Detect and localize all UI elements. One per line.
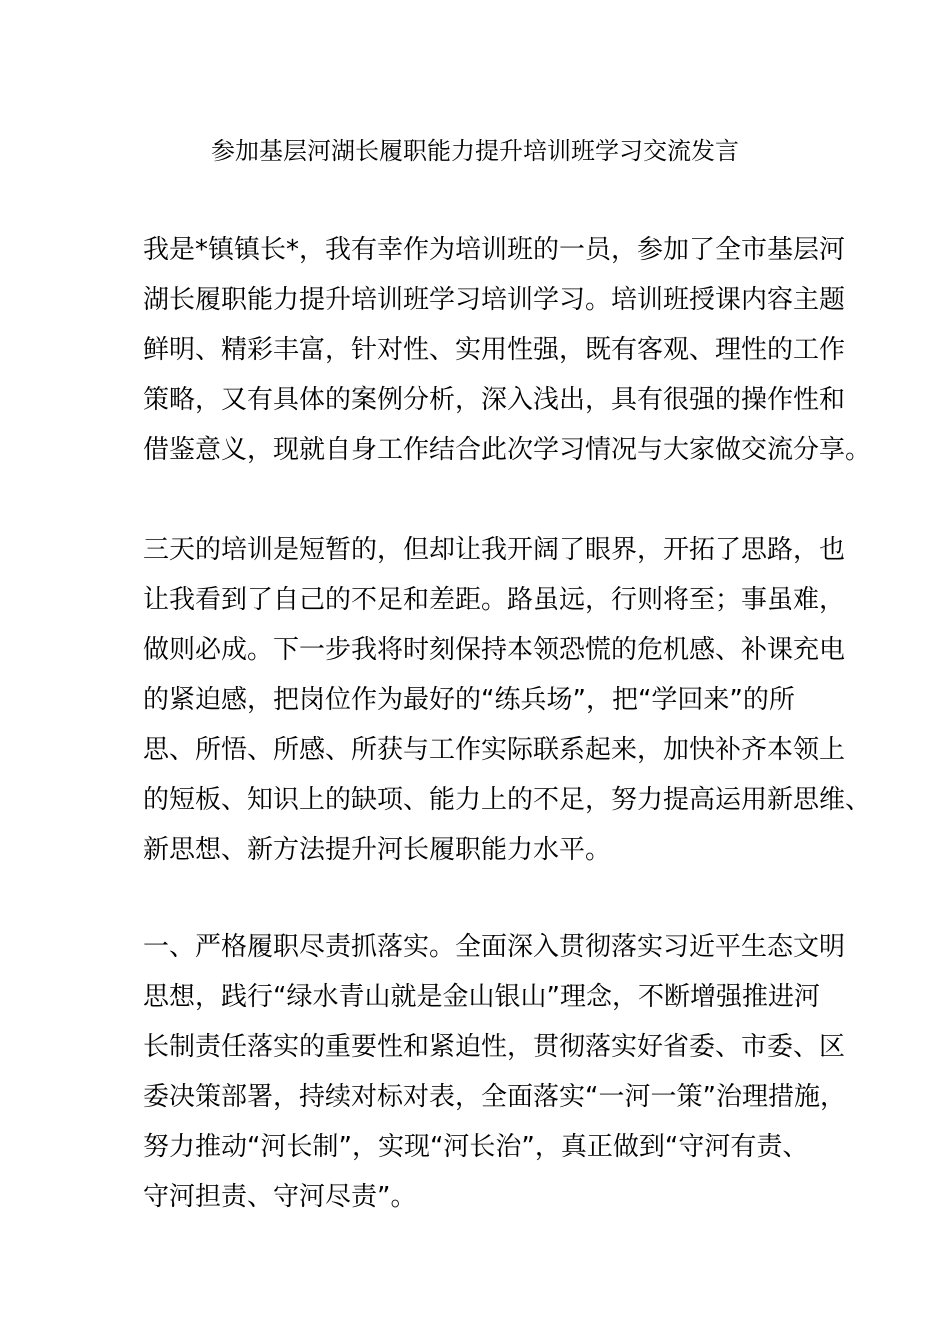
paragraph-line: 长制责任落实的重要性和紧迫性，贯彻落实好省委、市委、区 (143, 1032, 846, 1062)
paragraph-3 (143, 922, 846, 1222)
paragraph-line: 让我看到了自己的不足和差距。路虽远，行则将至；事虽难， (143, 585, 846, 615)
paragraph-line: 思想，践行“绿水青山就是金山银山”理念，不断增强推进河 (143, 982, 820, 1012)
paragraph-line: 做则必成。下一步我将时刻保持本领恐慌的危机感、补课充电 (143, 635, 846, 665)
paragraph-line: 努力推动“河长制”，实现“河长治”，真正做到“守河有责、 (143, 1132, 809, 1162)
paragraph-line: 我是*镇镇长*，我有幸作为培训班的一员，参加了全市基层河 (143, 235, 846, 265)
paragraph-line: 的紧迫感，把岗位作为最好的“练兵场”，把“学回来”的所 (143, 685, 795, 715)
paragraph-1 (143, 225, 871, 475)
paragraph-line: 的短板、知识上的缺项、能力上的不足，努力提高运用新思维、 (143, 785, 872, 815)
paragraph-line: 湖长履职能力提升培训班学习培训学习。培训班授课内容主题 (143, 285, 846, 315)
paragraph-line: 策略，又有具体的案例分析，深入浅出，具有很强的操作性和 (143, 385, 846, 415)
paragraph-line: 委决策部署，持续对标对表，全面落实“一河一策”治理措施， (143, 1082, 846, 1112)
paragraph-line: 借鉴意义，现就自身工作结合此次学习情况与大家做交流分享。 (143, 435, 872, 465)
paragraph-line: 守河担责、守河尽责”。 (143, 1182, 417, 1212)
paragraph-2 (143, 525, 871, 875)
document-title: 参加基层河湖长履职能力提升培训班学习交流发言 (211, 137, 739, 165)
paragraph-line: 思、所悟、所感、所获与工作实际联系起来，加快补齐本领上 (143, 735, 846, 765)
paragraph-line: 新思想、新方法提升河长履职能力水平。 (143, 835, 612, 865)
paragraph-line: 三天的培训是短暂的，但却让我开阔了眼界，开拓了思路，也 (143, 535, 846, 565)
paragraph-line: 一、严格履职尽责抓落实。全面深入贯彻落实习近平生态文明 (143, 932, 846, 962)
paragraph-line: 鲜明、精彩丰富，针对性、实用性强，既有客观、理性的工作 (143, 335, 846, 365)
